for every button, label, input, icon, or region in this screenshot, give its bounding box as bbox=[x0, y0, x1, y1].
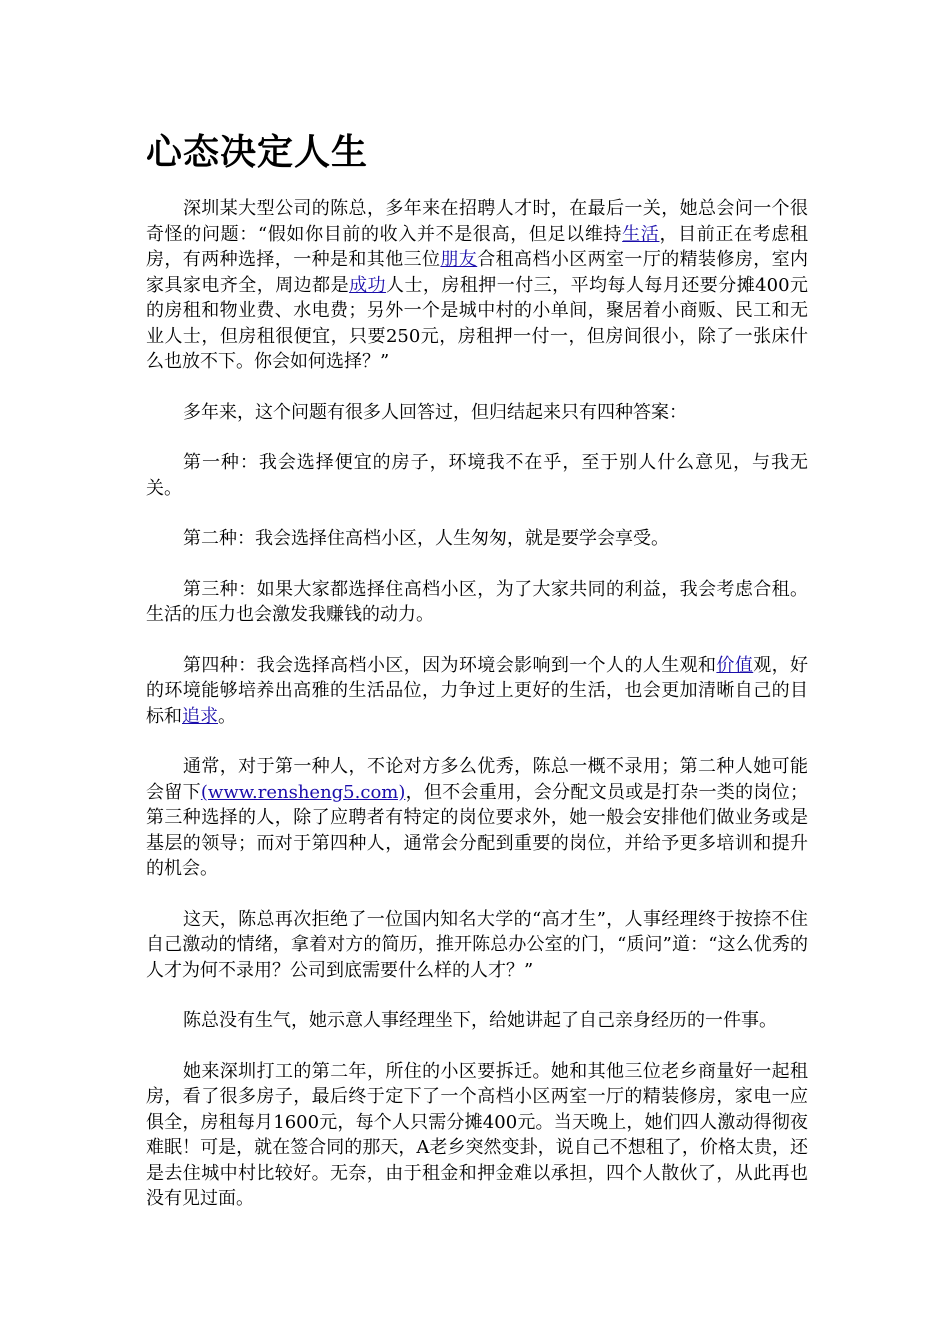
paragraph bbox=[146, 577, 808, 628]
paragraph bbox=[146, 1008, 808, 1034]
paragraph-text: 她来深圳打工的第二年，所住的小区要拆迁。她和其他三位老乡商量好一起租房，看了很多房子，最后终于定下了一个高档小区两室一厅的精装修房，家电一应俱全，房租每月1600元，每个人只需分摊400元。当天晚上，她们四人激动得彻夜难眠！可是，就在签合同的那天，A老乡突然变卦，说自己不想租了，价格太贵，还是去住城中村比较好。无奈，由于租金和押金难以承担，四个人散伙了，从此再也没有见过面。 bbox=[146, 1060, 808, 1209]
paragraph-text: 合租高档小区两室一厅的精装修房，室内家具家电齐全，周边都是 bbox=[146, 249, 809, 296]
paragraph bbox=[146, 653, 808, 730]
paragraph-text: 陈总没有生气，她示意人事经理坐下，给她讲起了自己亲身经历的一件事。 bbox=[183, 1010, 777, 1031]
paragraph-text: 第四种：我会选择高档小区，因为环境会影响到一个人的人生观和 bbox=[183, 654, 717, 676]
paragraph-text: 观，好的环境能够培养出高雅的生活品位，力争过上更好的生活，也会更加清晰自己的目标和 bbox=[146, 654, 809, 727]
inline-link[interactable]: (www.rensheng5.com) bbox=[200, 781, 406, 803]
inline-link[interactable]: 价值 bbox=[716, 654, 754, 676]
paragraph bbox=[146, 907, 808, 984]
paragraph bbox=[146, 1059, 808, 1212]
paragraph bbox=[146, 754, 808, 882]
article-body bbox=[146, 196, 808, 1237]
paragraph-text: 第二种：我会选择住高档小区，人生匆匆，就是要学会享受。 bbox=[183, 528, 669, 549]
paragraph-text: 多年来，这个问题有很多人回答过，但归结起来只有四种答案： bbox=[183, 401, 687, 423]
paragraph-text: 。 bbox=[218, 705, 236, 727]
inline-link[interactable]: 生活 bbox=[622, 223, 660, 245]
paragraph-text: 第一种：我会选择便宜的房子，环境我不在乎，至于别人什么意见，与我无关。 bbox=[146, 452, 808, 499]
paragraph-text: ，目前正在考虑租房，有两种选择，一种是和其他三位 bbox=[146, 223, 809, 270]
inline-link[interactable]: 朋友 bbox=[440, 249, 478, 270]
paragraph-text: 深圳某大型公司的陈总，多年来在招聘人才时，在最后一关，她总会问一个很奇怪的问题：“假如你目前的收入并不是很高，但足以维持 bbox=[146, 198, 808, 245]
inline-link[interactable]: 成功 bbox=[349, 274, 386, 296]
paragraph bbox=[146, 400, 808, 426]
paragraph-text: ，但不会重用，会分配文员或是打杂一类的岗位；第三种选择的人，除了应聘者有特定的岗位要求外，她一般会安排他们做业务或是基层的领导；而对于第四种人，通常会分配到重要的岗位，并给予更多培训和提升的机会。 bbox=[146, 781, 809, 879]
paragraph-text: 人士，房租押一付三，平均每人每月还要分摊400元的房租和物业费、水电费；另外一个是城中村的小单间，聚居着小商贩、民工和无业人士，但房租很便宜，只要250元，房租押一付一，但房间很小，除了一张床什么也放不下。你会如何选择？” bbox=[146, 274, 808, 372]
paragraph-text: 这天，陈总再次拒绝了一位国内知名大学的“高才生”，人事经理终于按捺不住自己激动的情绪，拿着对方的简历，推开陈总办公室的门，“质问”道：“这么优秀的人才为何不录用？公司到底需要什么样的人才？” bbox=[146, 908, 808, 981]
paragraph-text: 通常，对于第一种人，不论对方多么优秀，陈总一概不录用；第二种人她可能会留下 bbox=[146, 756, 808, 803]
paragraph bbox=[146, 196, 808, 375]
page-title: 心态决定人生 bbox=[146, 131, 369, 173]
paragraph-text: 第三种：如果大家都选择住高档小区，为了大家共同的利益，我会考虑合租。生活的压力也会激发我赚钱的动力。 bbox=[146, 578, 808, 625]
paragraph bbox=[146, 450, 808, 501]
paragraph bbox=[146, 526, 808, 552]
inline-link[interactable]: 追求 bbox=[182, 705, 218, 727]
